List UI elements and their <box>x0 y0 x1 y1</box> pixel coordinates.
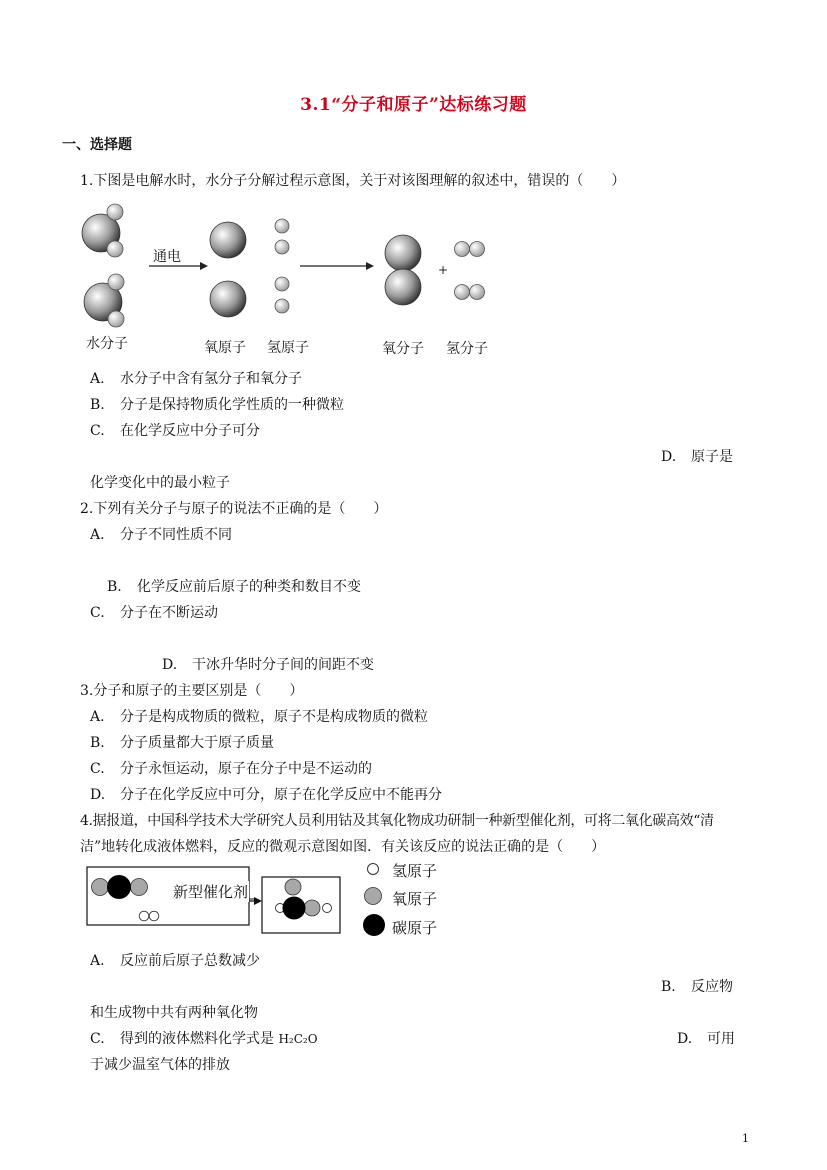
page-title: 3.1“分子和原子”达标练习题 <box>300 95 527 115</box>
q2-option-a[interactable]: A. 分子不同性质不同 <box>90 527 232 543</box>
q1-option-c[interactable]: C. 在化学反应中分子可分 <box>90 423 260 439</box>
label-water-molecule: 水分子 <box>86 336 128 352</box>
q4-option-d[interactable]: D. 可用 <box>677 1031 735 1047</box>
q4-option-a[interactable]: A. 反应前后原子总数减少 <box>90 953 260 969</box>
hydrogen-atom <box>275 240 289 254</box>
q3-option-b[interactable]: B. 分子质量都大于原子质量 <box>90 735 274 751</box>
legend-hydrogen-label: 氢原子 <box>392 862 438 880</box>
label-oxygen-atom: 氧原子 <box>204 340 246 356</box>
q2-option-d[interactable]: D. 干冰升华时分子间的间距不变 <box>162 657 374 673</box>
arrow-1-head <box>200 262 208 270</box>
question-3-stem: 3.分子和原子的主要区别是（ ） <box>80 683 304 699</box>
q1-option-a[interactable]: A. 水分子中含有氢分子和氧分子 <box>90 371 302 387</box>
q1-option-b[interactable]: B. 分子是保持物质化学性质的一种微粒 <box>90 397 344 413</box>
plus-sign: + <box>438 263 449 277</box>
label-hydrogen-molecule: 氢分子 <box>446 341 488 357</box>
q2-option-b[interactable]: B. 化学反应前后原子的种类和数目不变 <box>107 579 361 595</box>
water-molecule-top <box>82 204 123 257</box>
label-hydrogen-atom: 氢原子 <box>267 340 309 356</box>
section-heading: 一、选择题 <box>62 137 132 153</box>
legend-carbon-icon <box>363 914 385 936</box>
arrow-head <box>254 897 262 905</box>
hydrogen-molecule-bottom <box>455 285 485 300</box>
oxygen-molecule <box>385 235 421 305</box>
water-molecule-bottom <box>84 274 124 327</box>
q4-reaction-diagram <box>86 863 356 943</box>
question-2-stem: 2.下列有关分子与原子的说法不正确的是（ ） <box>80 501 388 517</box>
label-oxygen-molecule: 氧分子 <box>382 341 424 357</box>
arrow-label-electrify: 通电 <box>153 249 181 265</box>
question-1-stem: 1.下图是电解水时，水分子分解过程示意图，关于对该图理解的叙述中，错误的（ ） <box>80 173 626 189</box>
arrow-label-catalyst: 新型催化剂 <box>173 883 249 901</box>
page-number: 1 <box>742 1132 749 1145</box>
q1-electrolysis-diagram <box>78 200 518 360</box>
arrow-2-head <box>366 262 374 270</box>
q4-option-b[interactable]: B. 反应物 <box>661 979 733 995</box>
q3-option-a[interactable]: A. 分子是构成物质的微粒，原子不是构成物质的微粒 <box>90 709 428 725</box>
hydrogen-atom <box>275 219 289 233</box>
hydrogen-atom <box>275 299 289 313</box>
q2-option-c[interactable]: C. 分子在不断运动 <box>90 605 218 621</box>
q1-option-d[interactable]: D. 原子是 <box>661 449 733 465</box>
legend-oxygen-label: 氧原子 <box>392 890 438 908</box>
oxygen-atom <box>210 281 246 317</box>
q1-option-d-continued: 化学变化中的最小粒子 <box>90 475 230 491</box>
q4-option-c[interactable]: C. 得到的液体燃料化学式是 H₂C₂O <box>90 1031 318 1047</box>
fuel-formula: H₂C₂O <box>278 1032 318 1046</box>
hydrogen-molecule-top <box>455 242 485 257</box>
legend-hydrogen-icon <box>368 864 379 875</box>
q3-option-c[interactable]: C. 分子永恒运动，原子在分子中是不运动的 <box>90 761 372 777</box>
carbon-dioxide-molecule <box>92 875 148 899</box>
q4-option-d-continued: 于减少温室气体的排放 <box>90 1057 230 1073</box>
question-4-stem-line-2: 洁”地转化成液体燃料，反应的微观示意图如图．有关该反应的说法正确的是（ ） <box>80 839 606 855</box>
q4-option-b-continued: 和生成物中共有两种氧化物 <box>90 1005 258 1021</box>
question-4-stem-line-1: 4.据报道，中国科学技术大学研究人员利用钴及其氧化物成功研制一种新型催化剂，可将二氧化碳高效“清 <box>80 813 714 829</box>
q3-option-d[interactable]: D. 分子在化学反应中可分，原子在化学反应中不能再分 <box>90 787 442 803</box>
legend-oxygen-icon <box>365 888 382 905</box>
legend-carbon-label: 碳原子 <box>392 919 438 937</box>
oxygen-atom <box>210 222 246 258</box>
hydrogen-atom <box>275 277 289 291</box>
